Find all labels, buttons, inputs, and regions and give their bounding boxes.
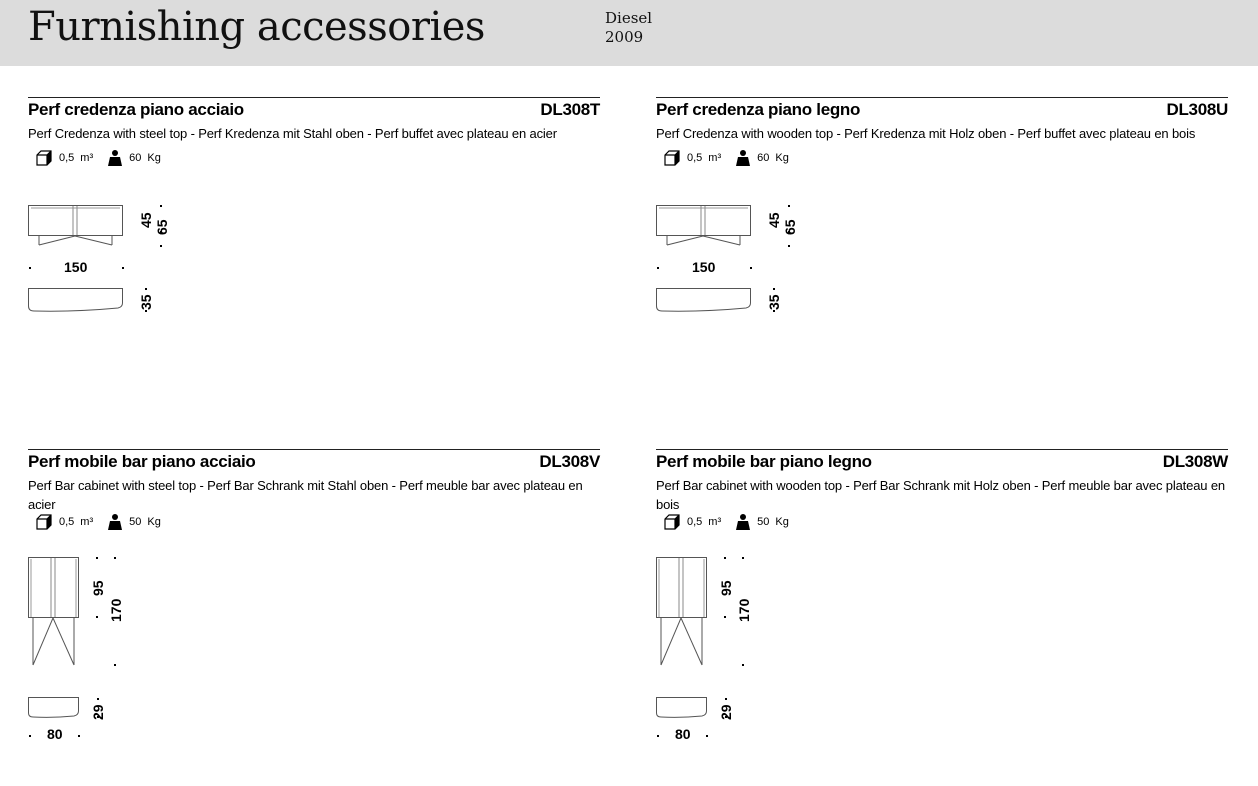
dim-tick — [145, 310, 147, 312]
dim-tick — [160, 245, 162, 247]
dim-tick — [145, 288, 147, 290]
dim-tick — [724, 557, 726, 559]
volume-value: 0,5 — [59, 516, 75, 528]
weight-icon — [107, 513, 123, 531]
width-dimension: 80 — [47, 726, 63, 742]
product-code: DL308W — [1162, 452, 1228, 471]
volume-unit: m³ — [708, 152, 722, 164]
dim-tick — [742, 557, 744, 559]
dim-tick — [96, 557, 98, 559]
product-description: Perf Bar cabinet with wooden top - Perf Bar Schrank mit Holz oben - Perf meuble bar avec plateau en bois — [656, 478, 1226, 512]
brand-name: Diesel — [605, 9, 653, 27]
product-code: DL308V — [539, 452, 600, 471]
cube-icon — [35, 513, 53, 531]
product-description: Perf Bar cabinet with steel top - Perf Bar Schrank mit Stahl oben - Perf meuble bar avec plateau en acier — [28, 478, 583, 512]
dim-tick — [29, 267, 31, 269]
dim-tick — [773, 310, 775, 312]
dim-tick — [750, 267, 752, 269]
dim-tick — [742, 664, 744, 666]
dim-tick — [725, 698, 727, 700]
top-view-drawing — [28, 288, 128, 314]
weight-unit: Kg — [775, 152, 789, 164]
weight-value: 60 — [757, 152, 770, 164]
height-body-dimension: 45 — [766, 212, 782, 228]
dim-tick — [114, 557, 116, 559]
height-total-dimension: 65 — [154, 219, 170, 235]
brand-block — [605, 9, 652, 47]
product-name: Perf credenza piano legno — [656, 100, 861, 119]
dim-tick — [788, 245, 790, 247]
product-name: Perf mobile bar piano acciaio — [28, 452, 256, 471]
dim-tick — [657, 735, 659, 737]
cube-icon — [35, 149, 53, 167]
front-view-drawing — [656, 557, 712, 667]
dim-tick — [96, 616, 98, 618]
page-header — [0, 0, 1258, 66]
dim-tick — [706, 735, 708, 737]
product-code: DL308U — [1166, 100, 1228, 119]
top-view-drawing — [28, 697, 84, 721]
spec-row — [663, 512, 789, 532]
volume-value: 0,5 — [687, 516, 703, 528]
weight-unit: Kg — [147, 516, 161, 528]
dim-tick — [657, 267, 659, 269]
front-view-drawing — [28, 557, 84, 667]
depth-dimension: 29 — [718, 704, 734, 720]
weight-unit: Kg — [147, 152, 161, 164]
front-view-drawing — [656, 205, 756, 247]
front-view-drawing — [28, 205, 128, 247]
width-dimension: 150 — [692, 259, 716, 275]
dim-tick — [29, 735, 31, 737]
dim-tick — [773, 288, 775, 290]
dim-tick — [122, 267, 124, 269]
weight-unit: Kg — [775, 516, 789, 528]
page-title: Furnishing accessories — [28, 4, 485, 50]
volume-unit: m³ — [80, 152, 94, 164]
weight-value: 50 — [129, 516, 142, 528]
volume-unit: m³ — [708, 516, 722, 528]
width-dimension: 80 — [675, 726, 691, 742]
dim-tick — [724, 616, 726, 618]
product-card-dl308u — [656, 97, 1228, 427]
weight-value: 60 — [129, 152, 142, 164]
product-description: Perf Credenza with steel top - Perf Kredenza mit Stahl oben - Perf buffet avec plateau en acier — [28, 126, 557, 141]
height-total-dimension: 65 — [782, 219, 798, 235]
spec-row — [35, 148, 161, 168]
cube-icon — [663, 149, 681, 167]
product-description: Perf Credenza with wooden top - Perf Kredenza mit Holz oben - Perf buffet avec plateau en bois — [656, 126, 1196, 141]
weight-icon — [735, 149, 751, 167]
product-code: DL308T — [540, 100, 600, 119]
divider — [656, 449, 1228, 450]
divider — [28, 97, 600, 98]
volume-unit: m³ — [80, 516, 94, 528]
dim-tick — [97, 698, 99, 700]
brand-year: 2009 — [605, 28, 644, 46]
dim-tick — [160, 205, 162, 207]
width-dimension: 150 — [64, 259, 88, 275]
product-card-dl308w — [656, 449, 1228, 779]
dim-tick — [788, 205, 790, 207]
spec-row — [35, 512, 161, 532]
depth-dimension: 29 — [90, 704, 106, 720]
weight-icon — [735, 513, 751, 531]
height-total-dimension: 170 — [736, 598, 752, 622]
spec-row — [663, 148, 789, 168]
cube-icon — [663, 513, 681, 531]
weight-icon — [107, 149, 123, 167]
height-body-dimension: 95 — [718, 580, 734, 596]
weight-value: 50 — [757, 516, 770, 528]
volume-value: 0,5 — [59, 152, 75, 164]
dim-tick — [78, 735, 80, 737]
product-name: Perf credenza piano acciaio — [28, 100, 244, 119]
product-card-dl308t — [28, 97, 600, 427]
depth-dimension: 35 — [138, 294, 154, 310]
depth-dimension: 35 — [766, 294, 782, 310]
top-view-drawing — [656, 697, 712, 721]
height-body-dimension: 95 — [90, 580, 106, 596]
product-card-dl308v — [28, 449, 600, 779]
dim-tick — [114, 664, 116, 666]
top-view-drawing — [656, 288, 756, 314]
volume-value: 0,5 — [687, 152, 703, 164]
product-name: Perf mobile bar piano legno — [656, 452, 872, 471]
height-total-dimension: 170 — [108, 598, 124, 622]
height-body-dimension: 45 — [138, 212, 154, 228]
divider — [28, 449, 600, 450]
divider — [656, 97, 1228, 98]
